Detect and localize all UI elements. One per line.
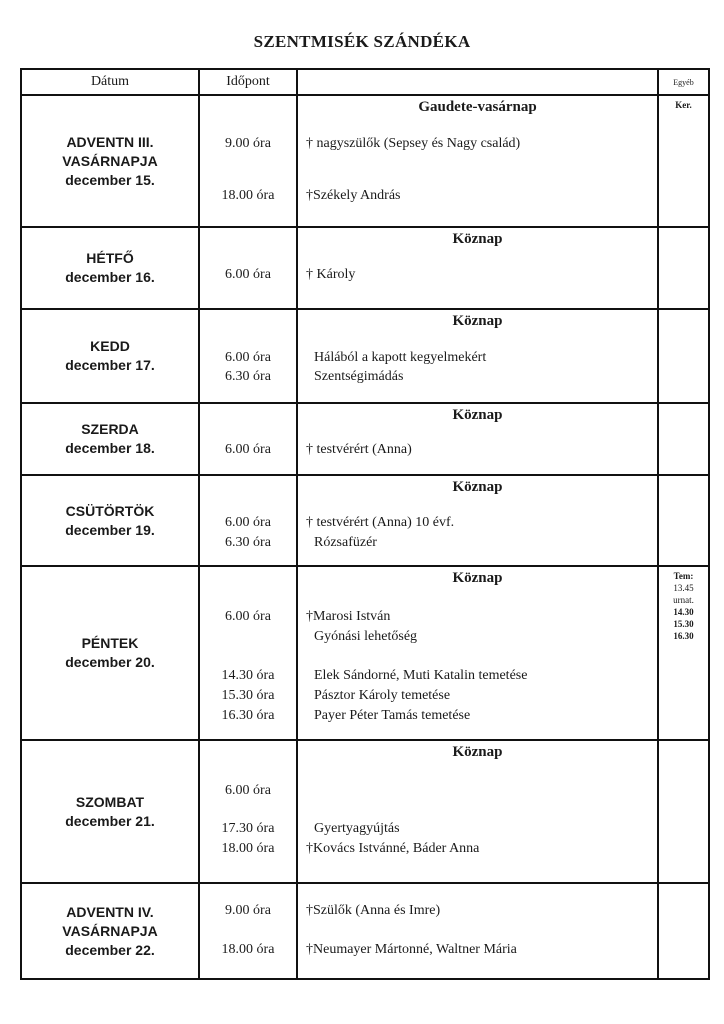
mass-time: 6.00 óra — [225, 267, 271, 282]
header-row — [21, 69, 709, 95]
mass-time: 9.00 óra — [225, 903, 271, 918]
day-name: Köznap — [452, 313, 503, 329]
schedule-row — [21, 883, 709, 979]
mass-time: 6.00 óra — [225, 609, 271, 624]
mass-time: 18.00 óra — [221, 942, 275, 957]
schedule-row — [21, 740, 709, 883]
date-line: december 15. — [65, 171, 155, 188]
header-other: Egyéb — [658, 69, 709, 95]
mass-intention: †Szülők (Anna és Imre) — [306, 903, 441, 918]
mass-intention: † testvérért (Anna) 10 évf. — [306, 515, 455, 530]
mass-intention: † nagyszülők (Sepsey és Nagy család) — [306, 136, 521, 151]
mass-intention: Gyónási lehetőség — [314, 629, 418, 644]
other-cell — [658, 95, 709, 227]
date-cell — [21, 227, 199, 309]
other-cell — [658, 740, 709, 883]
time-cell — [199, 309, 297, 403]
schedule-row — [21, 475, 709, 566]
time-cell — [199, 566, 297, 740]
mass-time: 16.30 óra — [221, 708, 275, 723]
day-name: Köznap — [452, 570, 503, 586]
intention-cell — [297, 309, 658, 403]
note-line: Tem: — [673, 571, 694, 581]
date-cell — [21, 883, 199, 979]
time-cell — [199, 475, 297, 566]
day-name: Köznap — [452, 407, 503, 423]
other-cell — [658, 475, 709, 566]
mass-schedule-table — [20, 68, 710, 980]
mass-time: 6.00 óra — [225, 350, 271, 365]
mass-intention: †Székely András — [306, 188, 401, 203]
page-title: SZENTMISÉK SZÁNDÉKA — [253, 32, 471, 51]
date-line: ADVENTN III. — [66, 133, 154, 150]
date-line: PÉNTEK — [81, 635, 139, 651]
day-name: Köznap — [452, 231, 503, 247]
time-cell — [199, 740, 297, 883]
mass-intention: Gyertyagyújtás — [314, 821, 400, 836]
day-name: Gaudete-vasárnap — [418, 99, 537, 115]
mass-intention: † Károly — [306, 267, 356, 282]
date-cell — [21, 475, 199, 566]
day-name: Köznap — [452, 479, 503, 495]
mass-time: 6.00 óra — [225, 783, 271, 798]
mass-intention: †Neumayer Mártonné, Waltner Mária — [306, 942, 517, 957]
intention-cell — [297, 883, 658, 979]
other-cell — [658, 309, 709, 403]
date-cell — [21, 566, 199, 740]
day-name: Köznap — [452, 744, 503, 760]
time-cell — [199, 95, 297, 227]
mass-time: 15.30 óra — [221, 688, 275, 703]
mass-intention: Szentségimádás — [314, 369, 404, 384]
mass-time: 18.00 óra — [221, 841, 275, 856]
note-line: 15.30 — [673, 619, 694, 629]
date-line: VASÁRNAPJA — [62, 152, 158, 169]
other-cell — [658, 403, 709, 475]
header-intention — [297, 69, 658, 95]
date-line: SZERDA — [81, 421, 139, 437]
intention-cell — [297, 475, 658, 566]
mass-intention: Pásztor Károly temetése — [314, 688, 451, 703]
date-cell — [21, 309, 199, 403]
date-line: december 17. — [65, 357, 155, 373]
intention-cell — [297, 95, 658, 227]
date-line: december 21. — [65, 812, 155, 829]
time-cell — [199, 227, 297, 309]
other-cell — [658, 566, 709, 740]
other-cell — [658, 883, 709, 979]
mass-intention: †Kovács Istvánné, Báder Anna — [306, 841, 480, 856]
date-line: KEDD — [90, 338, 130, 354]
date-line: december 20. — [65, 654, 155, 670]
date-line: december 22. — [65, 941, 155, 958]
note-line: Ker. — [675, 100, 692, 110]
schedule-row — [21, 403, 709, 475]
date-line: december 18. — [65, 440, 155, 456]
date-line: SZOMBAT — [75, 793, 145, 810]
mass-intention: Hálából a kapott kegyelmekért — [314, 350, 487, 365]
header-time: Időpont — [199, 69, 297, 95]
mass-time: 18.00 óra — [221, 188, 275, 203]
mass-time: 6.30 óra — [225, 535, 271, 550]
schedule-row — [21, 309, 709, 403]
mass-time: 14.30 óra — [221, 668, 275, 683]
date-line: december 19. — [65, 521, 155, 538]
mass-time: 6.30 óra — [225, 369, 271, 384]
mass-time: 9.00 óra — [225, 136, 271, 151]
schedule-row — [21, 227, 709, 309]
schedule-row — [21, 566, 709, 740]
intention-cell — [297, 740, 658, 883]
intention-cell — [297, 227, 658, 309]
mass-time: 6.00 óra — [225, 442, 271, 457]
mass-intention: †Marosi István — [306, 609, 391, 624]
schedule-row — [21, 95, 709, 227]
mass-intention: Payer Péter Tamás temetése — [314, 708, 471, 723]
date-line: VASÁRNAPJA — [62, 922, 158, 939]
note-line: 14.30 — [673, 607, 694, 617]
intention-cell — [297, 403, 658, 475]
time-cell — [199, 883, 297, 979]
date-line: ADVENTN IV. — [66, 903, 154, 920]
time-cell — [199, 403, 297, 475]
date-line: HÉTFŐ — [86, 250, 134, 266]
date-cell — [21, 740, 199, 883]
mass-time: 17.30 óra — [221, 821, 275, 836]
note-line: 16.30 — [673, 631, 694, 641]
other-cell — [658, 227, 709, 309]
intention-cell — [297, 566, 658, 740]
mass-time: 6.00 óra — [225, 515, 271, 530]
note-line: urnat. — [673, 595, 694, 605]
mass-intention: † testvérért (Anna) — [306, 442, 412, 457]
mass-intention: Elek Sándorné, Muti Katalin temetése — [314, 668, 528, 683]
header-date: Dátum — [21, 69, 199, 95]
mass-intention: Rózsafüzér — [314, 535, 377, 550]
note-line: 13.45 — [673, 583, 694, 593]
date-cell — [21, 95, 199, 227]
date-line: december 16. — [65, 269, 155, 285]
date-cell — [21, 403, 199, 475]
date-line: CSÜTÖRTÖK — [65, 502, 155, 519]
